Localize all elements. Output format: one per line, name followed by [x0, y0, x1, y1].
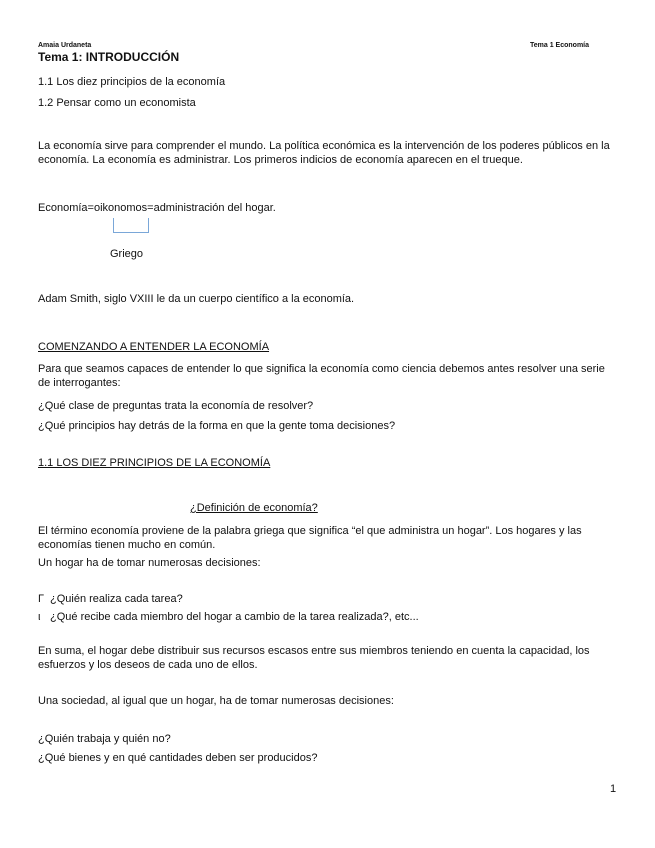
section1-heading: COMENZANDO A ENTENDER LA ECONOMÍA: [38, 341, 270, 353]
page-title: Tema 1: INTRODUCCIÓN: [38, 50, 180, 64]
header-author: Amaia Urdaneta: [38, 42, 92, 49]
list-item: [38, 592, 183, 606]
section2-text: El término economía proviene de la palabra griega que significa “el que administra un hogar”. Los hogares y las economías tienen mucho en común.: [38, 525, 582, 551]
etymology-note: Griego: [110, 248, 144, 260]
section1-question-2: ¿Qué principios hay detrás de la forma en que la gente toma decisiones?: [38, 420, 396, 432]
section2-subheading: ¿Definición de economía?: [190, 502, 318, 514]
page-number: 1: [610, 783, 617, 795]
section2-heading: 1.1 LOS DIEZ PRINCIPIOS DE LA ECONOMÍA: [38, 457, 271, 469]
question-3: ¿Quién trabaja y quién no?: [38, 733, 171, 745]
toc-item-2: 1.2 Pensar como un economista: [38, 97, 196, 109]
society-line: Una sociedad, al igual que un hogar, ha de tomar numerosas decisiones:: [38, 695, 394, 707]
etymology-bracket: [113, 218, 149, 233]
list-item: [38, 610, 419, 624]
intro-paragraph: La economía sirve para comprender el mundo. La política económica es la intervención de los poderes públicos en la economía. La economía es administrar. Los primeros indicios de economía aparecen en el trueque.: [38, 140, 610, 166]
question-4: ¿Qué bienes y en qué cantidades deben ser producidos?: [38, 752, 318, 764]
section1-question-1: ¿Qué clase de preguntas trata la economía de resolver?: [38, 400, 314, 412]
list-item-text: ¿Quién realiza cada tarea?: [50, 593, 183, 605]
header-right: Tema 1 Economía: [530, 42, 590, 49]
bullet-mark: ι: [38, 611, 41, 623]
adam-smith-line: Adam Smith, siglo VXIII le da un cuerpo científico a la economía.: [38, 293, 355, 305]
bullet-mark: Γ: [38, 593, 45, 605]
toc-item-1: 1.1 Los diez principios de la economía: [38, 76, 226, 88]
list-item-text: ¿Qué recibe cada miembro del hogar a cambio de la tarea realizada?, etc...: [50, 611, 419, 623]
section2-line: Un hogar ha de tomar numerosas decisiones:: [38, 557, 261, 569]
section1-text: Para que seamos capaces de entender lo que significa la economía como ciencia debemos antes resolver una serie de interrogantes:: [38, 363, 605, 389]
summary-paragraph: En suma, el hogar debe distribuir sus recursos escasos entre sus miembros teniendo en cuenta la capacidad, los esfuerzos y los deseos de cada uno de ellos.: [38, 645, 590, 671]
etymology-line: Economía=oikonomos=administración del hogar.: [38, 202, 276, 214]
